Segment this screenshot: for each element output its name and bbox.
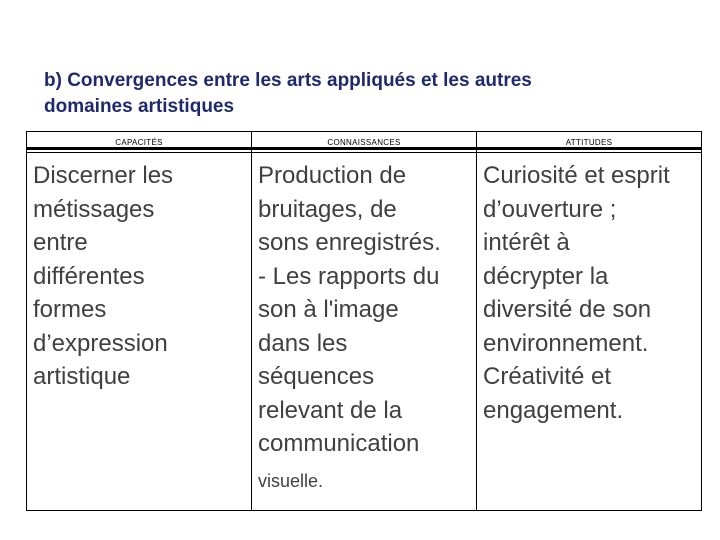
table-row	[27, 153, 702, 511]
capacites-line: métissages	[33, 195, 155, 223]
header-capacites: CAPACITÉS	[27, 132, 252, 153]
connaissances-line: son à l'image	[258, 296, 399, 323]
section-heading-line-2: domaines artistiques	[44, 96, 235, 117]
connaissances-line: dans les	[258, 329, 348, 357]
attitudes-line: décrypter la	[483, 262, 609, 290]
section-heading-line-1: b) Convergences entre les arts appliqués et les autres	[44, 70, 532, 91]
attitudes-line: engagement.	[483, 396, 624, 424]
capacites-line: entre	[33, 229, 88, 256]
cell-connaissances	[252, 153, 477, 511]
header-separator	[26, 147, 702, 150]
capacites-line: d’expression	[33, 329, 168, 357]
capacites-line: différentes	[33, 262, 145, 290]
connaissances-line: sons enregistrés.	[258, 229, 441, 256]
connaissances-line: - Les rapports du	[258, 262, 440, 290]
attitudes-line: environnement.	[483, 329, 649, 357]
connaissances-line: relevant de la	[258, 396, 403, 424]
header-attitudes: ATTITUDES	[477, 132, 702, 153]
cell-attitudes	[477, 153, 702, 511]
connaissances-line: séquences	[258, 363, 375, 390]
capacites-line: artistique	[33, 363, 131, 390]
capacites-line: formes	[33, 296, 107, 323]
connaissances-line: communication	[258, 430, 420, 457]
attitudes-line: d’ouverture ;	[483, 195, 617, 223]
connaissances-tail: visuelle.	[258, 470, 324, 491]
section-heading	[44, 68, 684, 120]
attitudes-line: intérêt à	[483, 229, 570, 256]
connaissances-line: Production de	[258, 162, 407, 189]
competencies-table	[26, 131, 702, 511]
connaissances-line: bruitages, de	[258, 195, 397, 223]
attitudes-line: Créativité et	[483, 363, 612, 390]
header-connaissances: CONNAISSANCES	[252, 132, 477, 153]
attitudes-line: Curiosité et esprit	[483, 162, 670, 189]
cell-capacites	[27, 153, 252, 511]
attitudes-line: diversité de son	[483, 296, 652, 323]
capacites-line: Discerner les	[33, 162, 174, 189]
